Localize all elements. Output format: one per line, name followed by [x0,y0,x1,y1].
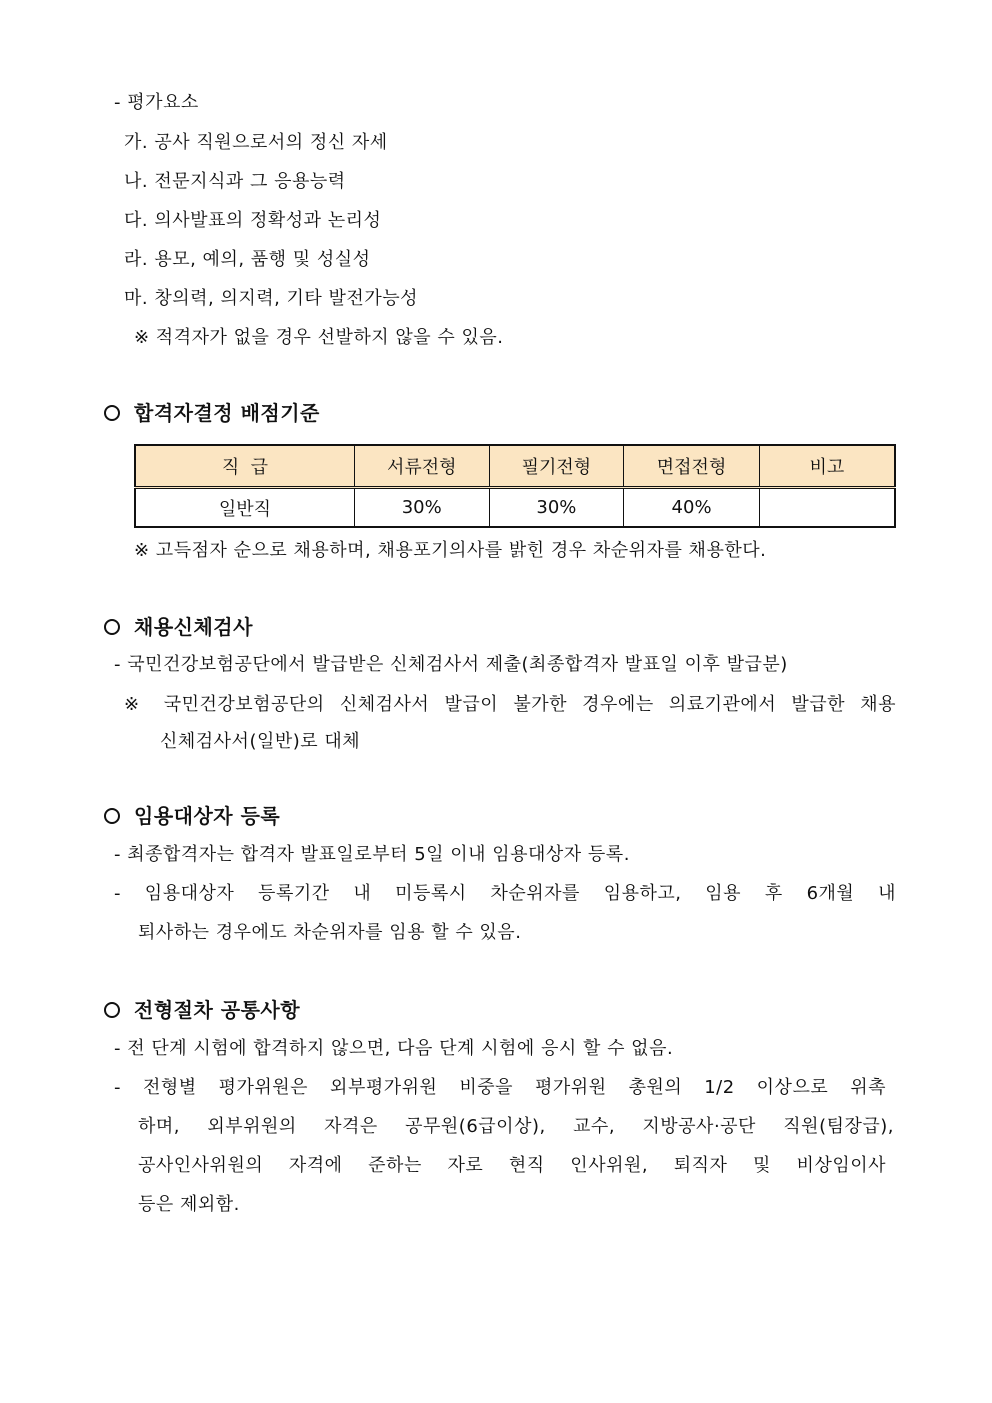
common-line-1: - 전 단계 시험에 합격하지 않으면, 다음 단계 시험에 응시 할 수 없음. [114,1038,674,1059]
registration-line-2a: - 임용대상자 등록기간 내 미등록시 차순위자를 임용하고, 임용 후 6개월 내 [114,883,896,904]
table-cell [759,488,895,528]
section-heading-scoring [104,399,320,427]
scoring-heading-text: 합격자결정 배점기준 [134,401,320,425]
table-header-cell: 면접전형 [624,445,760,488]
table-cell: 40% [624,488,760,528]
table-cell: 일반직 [135,488,354,528]
eval-note: ※ 적격자가 없을 경우 선발하지 않을 수 있음. [134,327,504,348]
health-note-line-2: 신체검사서(일반)로 대체 [160,731,361,752]
table-header-cell: 직 급 [135,445,354,488]
section-heading-health [104,613,253,641]
eval-item-5: 마. 창의력, 의지력, 기타 발전가능성 [124,288,418,309]
eval-item-4: 라. 용모, 예의, 품행 및 성실성 [124,249,371,270]
table-header-cell: 비고 [759,445,895,488]
common-line-2d: 등은 제외함. [138,1194,240,1215]
registration-line-2b: 퇴사하는 경우에도 차순위자를 임용 할 수 있음. [138,922,522,943]
table-row [135,488,895,528]
registration-line-1: - 최종합격자는 합격자 발표일로부터 5일 이내 임용대상자 등록. [114,844,630,865]
section-heading-registration [104,802,280,830]
health-line-1: - 국민건강보험공단에서 발급받은 신체검사서 제출(최종합격자 발표일 이후 발급분) [114,654,788,675]
eval-item-3: 다. 의사발표의 정확성과 논리성 [124,210,382,231]
table-header-row [135,445,895,488]
circle-bullet-icon [104,619,120,635]
circle-bullet-icon [104,1002,120,1018]
common-line-2b: 하며, 외부위원의 자격은 공무원(6급이상), 교수, 지방공사·공단 직원(팀장급), [138,1116,894,1137]
health-heading-text: 채용신체검사 [134,615,253,639]
common-line-2a: - 전형별 평가위원은 외부평가위원 비중을 평가위원 총원의 1/2 이상으로 위촉 [114,1077,886,1098]
scoring-table [134,444,896,528]
eval-title: - 평가요소 [114,92,199,113]
table-header-cell: 서류전형 [354,445,489,488]
common-line-2c: 공사인사위원의 자격에 준하는 자로 현직 인사위원, 퇴직자 및 비상임이사 [138,1155,886,1176]
scoring-note: ※ 고득점자 순으로 채용하며, 채용포기의사를 밝힌 경우 차순위자를 채용한다. [134,540,767,561]
table-cell: 30% [354,488,489,528]
section-heading-common [104,996,300,1024]
eval-item-1: 가. 공사 직원으로서의 정신 자세 [124,132,388,153]
circle-bullet-icon [104,405,120,421]
registration-heading-text: 임용대상자 등록 [134,804,281,828]
health-note-line-1: ※ 국민건강보험공단의 신체검사서 발급이 불가한 경우에는 의료기관에서 발급한 채용 [124,694,896,715]
table-cell: 30% [489,488,624,528]
table-header-cell: 필기전형 [489,445,624,488]
common-heading-text: 전형절차 공통사항 [134,998,301,1022]
circle-bullet-icon [104,808,120,824]
eval-item-2: 나. 전문지식과 그 응용능력 [124,171,346,192]
